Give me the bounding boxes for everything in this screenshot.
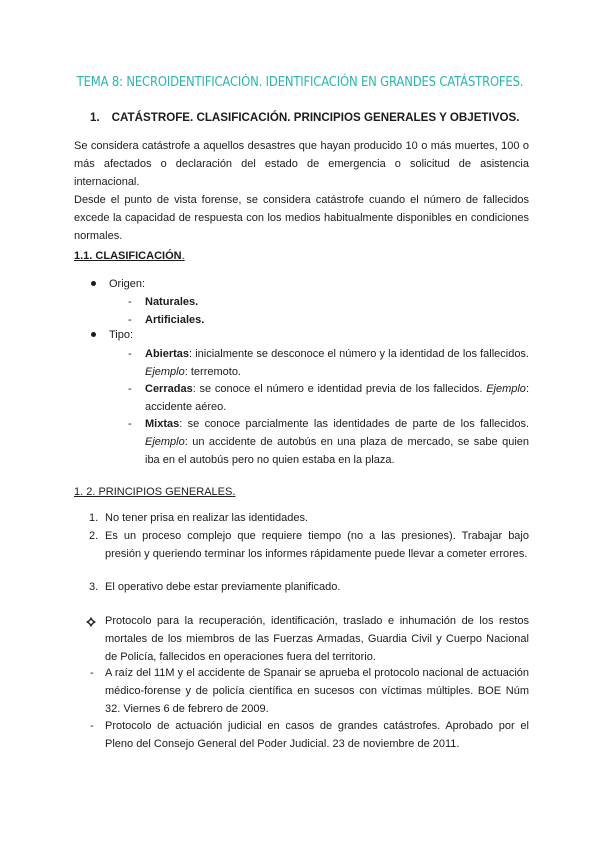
principle-number: 3.	[89, 581, 99, 593]
tipo-mixtas-example: : un accidente de autobús en una plaza de mercado, se sabe quien iba en el autobús pero no quien estaba en la plaza.	[145, 436, 529, 466]
tipo-abiertas-example-label: Ejemplo	[145, 366, 185, 378]
dash-item-1: A raíz del 11M y el accidente de Spanair se aprueba el protocolo nacional de actuación médico-forense y de policía científica en sucesos con víctimas múltiples. BOE Núm 32. Viernes 6 de febrero de 2009.	[105, 667, 529, 715]
dash-marker: -	[90, 667, 94, 679]
diamond-bullet-icon	[86, 617, 96, 627]
dash-item-2: Protocolo de actuación judicial en casos de grandes catástrofes. Aprobado por el Pleno del Consejo General del Poder Judicial. 23 de noviembre de 2011.	[105, 720, 529, 750]
principle-item-1: No tener prisa en realizar las identidades.	[105, 512, 309, 524]
tipo-mixtas	[145, 415, 529, 469]
tipo-abiertas-text: : inicialmente se desconoce el número y la identidad de los fallecidos.	[189, 348, 529, 360]
section-1-1-heading-text: 1.1. CLASIFICACIÓN	[74, 250, 182, 262]
document-title: TEMA 8: NECROIDENTIFICACIÓN. IDENTIFICACIÓN EN GRANDES CATÁSTROFES.	[76, 74, 524, 90]
dash-marker: -	[128, 314, 132, 326]
dash-marker: -	[90, 720, 94, 732]
bullet-dot	[91, 281, 96, 286]
origen-item-naturales: Naturales.	[145, 296, 199, 308]
dash-marker: -	[128, 418, 132, 430]
principle-item-2: Es un proceso complejo que requiere tiempo (no a las presiones). Trabajar bajo presión y queriendo terminar los informes rápidamente puede llevar a cometer errores.	[105, 530, 529, 560]
section-1-heading-text: CATÁSTROFE. CLASIFICACIÓN. PRINCIPIOS GENERALES Y OBJETIVOS.	[111, 111, 520, 124]
section-1-number: 1.	[90, 111, 100, 124]
section-1-2-heading-text: 1. 2. PRINCIPIOS GENERALES	[74, 486, 233, 498]
dash-marker: -	[128, 296, 132, 308]
origen-label: Origen:	[109, 278, 146, 290]
tipo-mixtas-text: : se conoce parcialmente las identidades de parte de los fallecidos.	[179, 418, 529, 430]
principle-number: 2.	[89, 530, 99, 542]
tipo-abiertas-example: : terremoto.	[184, 366, 241, 378]
intro-paragraph-2: Desde el punto de vista forense, se considera catástrofe cuando el número de fallecidos excede la capacidad de respuesta con los medios habitualmente disponibles en condiciones normales.	[74, 194, 529, 242]
tipo-cerradas-example: : accidente aéreo.	[145, 383, 529, 413]
tipo-cerradas-example-label: Ejemplo	[486, 383, 526, 395]
tipo-mixtas-example-label: Ejemplo	[145, 436, 185, 448]
tipo-cerradas-text: : se conoce el número e identidad previa de los fallecidos.	[192, 383, 487, 395]
tipo-cerradas-term: Cerradas	[145, 383, 193, 395]
principle-item-3: El operativo debe estar previamente planificado.	[105, 581, 341, 593]
section-1-2-heading: 1. 2. PRINCIPIOS GENERALES.	[74, 486, 236, 498]
tipo-label: Tipo:	[109, 329, 134, 341]
bullet-dot	[91, 332, 96, 337]
origen-item-artificiales: Artificiales.	[145, 314, 205, 326]
tipo-mixtas-term: Mixtas	[145, 418, 180, 430]
section-1-1-heading: 1.1. CLASIFICACIÓN.	[74, 250, 185, 262]
dash-marker: -	[128, 383, 132, 395]
intro-paragraph-1: Se considera catástrofe a aquellos desastres que hayan producido 10 o más muertes, 100 o más afectados o declaración del estado de emergencia o solicitud de asistencia internacional.	[74, 140, 529, 188]
tipo-abiertas	[145, 345, 529, 381]
protocol-item: Protocolo para la recuperación, identificación, traslado e inhumación de los restos mortales de los miembros de las Fuerzas Armadas, Guardia Civil y Cuerpo Nacional de Policía, fallecidos en operaciones fuera del territorio.	[105, 615, 529, 663]
dash-marker: -	[128, 348, 132, 360]
section-1-heading	[90, 111, 519, 124]
principle-number: 1.	[89, 512, 99, 524]
tipo-abiertas-term: Abiertas	[145, 348, 190, 360]
tipo-cerradas	[145, 380, 529, 416]
